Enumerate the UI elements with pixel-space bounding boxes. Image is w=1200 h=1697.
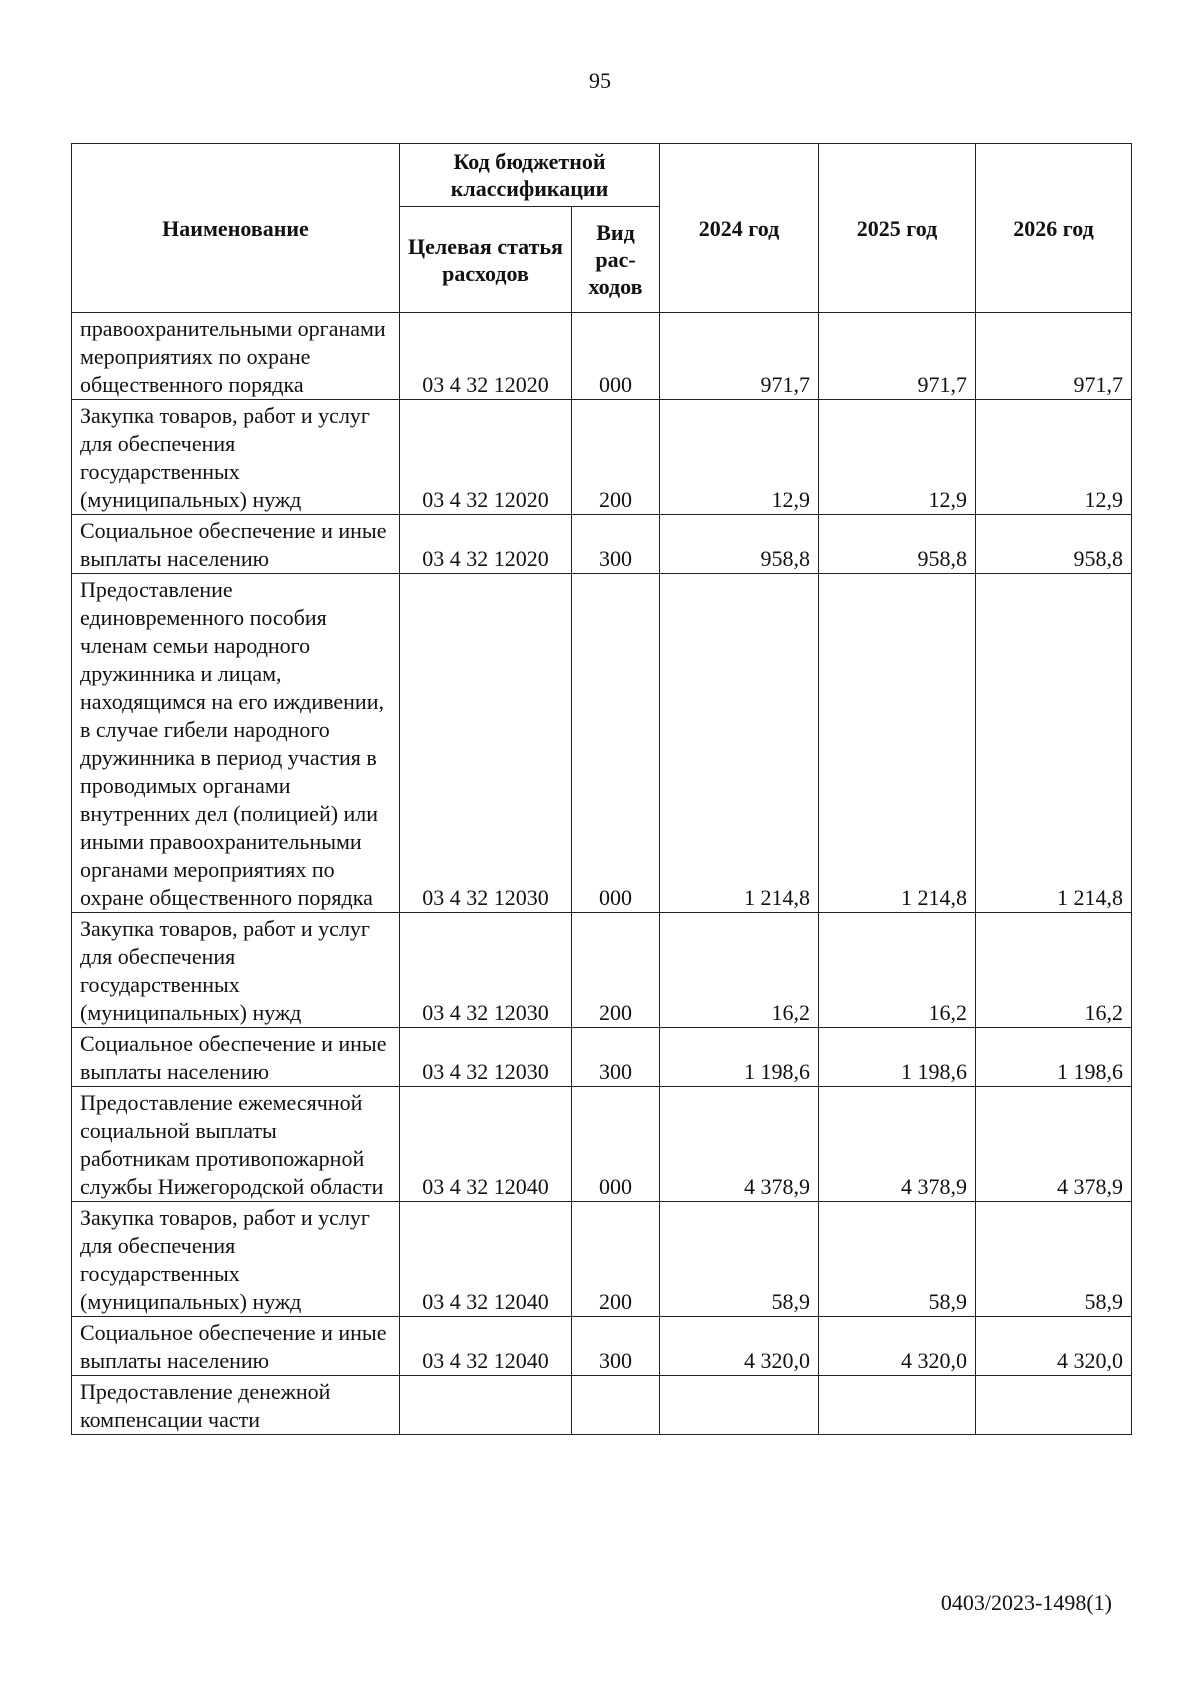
cell-target-article: 03 4 32 12030: [400, 1028, 572, 1087]
cell-2026: 58,9: [976, 1202, 1132, 1317]
cell-2026: 16,2: [976, 913, 1132, 1028]
cell-2024: 12,9: [660, 400, 819, 515]
cell-2025: 958,8: [819, 515, 976, 574]
cell-2026: [976, 1376, 1132, 1435]
header-name: Наименование: [72, 144, 400, 313]
table-row: [72, 1202, 1132, 1317]
budget-table: [71, 143, 1132, 1435]
cell-target-article: 03 4 32 12020: [400, 515, 572, 574]
cell-2024: 4 378,9: [660, 1087, 819, 1202]
cell-2026: 12,9: [976, 400, 1132, 515]
cell-name: Социальное обеспечение и иные выплаты населению: [72, 515, 400, 574]
cell-target-article: 03 4 32 12020: [400, 313, 572, 400]
cell-2025: 58,9: [819, 1202, 976, 1317]
table-row: [72, 1317, 1132, 1376]
cell-target-article: 03 4 32 12040: [400, 1202, 572, 1317]
cell-2025: 1 198,6: [819, 1028, 976, 1087]
cell-expense-type: 000: [572, 313, 660, 400]
cell-2025: 4 320,0: [819, 1317, 976, 1376]
cell-expense-type: 200: [572, 913, 660, 1028]
cell-2024: 958,8: [660, 515, 819, 574]
document-id: 0403/2023-1498(1): [940, 1590, 1112, 1615]
table-row: [72, 913, 1132, 1028]
cell-2024: 58,9: [660, 1202, 819, 1317]
cell-2026: 1 198,6: [976, 1028, 1132, 1087]
cell-name: Предоставление ежемесячной социальной выплаты работникам противопожарной службы Нижегородской области: [72, 1087, 400, 1202]
cell-name: Социальное обеспечение и иные выплаты населению: [72, 1028, 400, 1087]
header-2026: 2026 год: [976, 144, 1132, 313]
cell-name: Закупка товаров, работ и услуг для обеспечения государственных (муниципальных) нужд: [72, 400, 400, 515]
table-row: [72, 400, 1132, 515]
cell-2024: 16,2: [660, 913, 819, 1028]
header-target-article: Целевая статья расходов: [400, 207, 572, 313]
table-row: [72, 1087, 1132, 1202]
cell-name: Закупка товаров, работ и услуг для обеспечения государственных (муниципальных) нужд: [72, 913, 400, 1028]
cell-2026: 958,8: [976, 515, 1132, 574]
header-code-group: Код бюджетной классификации: [400, 144, 660, 207]
page-number: 95: [589, 68, 611, 93]
cell-expense-type: 200: [572, 400, 660, 515]
cell-expense-type: 300: [572, 515, 660, 574]
cell-2025: [819, 1376, 976, 1435]
cell-2024: 1 198,6: [660, 1028, 819, 1087]
cell-2025: 12,9: [819, 400, 976, 515]
table-row: [72, 1376, 1132, 1435]
header-2025: 2025 год: [819, 144, 976, 313]
cell-2026: 4 320,0: [976, 1317, 1132, 1376]
cell-2025: 971,7: [819, 313, 976, 400]
cell-target-article: 03 4 32 12030: [400, 913, 572, 1028]
table-row: [72, 574, 1132, 913]
table-row: [72, 515, 1132, 574]
cell-expense-type: 000: [572, 1087, 660, 1202]
cell-2025: 4 378,9: [819, 1087, 976, 1202]
cell-2024: 971,7: [660, 313, 819, 400]
cell-target-article: 03 4 32 12030: [400, 574, 572, 913]
cell-2026: 1 214,8: [976, 574, 1132, 913]
cell-name: правоохранительными органами мероприятиях по охране общественного порядка: [72, 313, 400, 400]
cell-2024: 1 214,8: [660, 574, 819, 913]
cell-expense-type: [572, 1376, 660, 1435]
cell-2026: 4 378,9: [976, 1087, 1132, 1202]
cell-name: Закупка товаров, работ и услуг для обеспечения государственных (муниципальных) нужд: [72, 1202, 400, 1317]
cell-target-article: [400, 1376, 572, 1435]
cell-target-article: 03 4 32 12020: [400, 400, 572, 515]
cell-name: Предоставление денежной компенсации части: [72, 1376, 400, 1435]
table-row: [72, 1028, 1132, 1087]
cell-name: Социальное обеспечение и иные выплаты населению: [72, 1317, 400, 1376]
table-body: [72, 313, 1132, 1435]
cell-expense-type: 200: [572, 1202, 660, 1317]
cell-expense-type: 000: [572, 574, 660, 913]
cell-target-article: 03 4 32 12040: [400, 1317, 572, 1376]
header-expense-type: Вид рас-ходов: [572, 207, 660, 313]
cell-2024: [660, 1376, 819, 1435]
cell-2026: 971,7: [976, 313, 1132, 400]
cell-2025: 1 214,8: [819, 574, 976, 913]
cell-2024: 4 320,0: [660, 1317, 819, 1376]
table-row: [72, 313, 1132, 400]
cell-2025: 16,2: [819, 913, 976, 1028]
cell-expense-type: 300: [572, 1028, 660, 1087]
cell-name: Предоставление единовременного пособия членам семьи народного дружинника и лицам, находящимся на его иждивении, в случае гибели народного дружинника в период участия в проводимых органами внутренних дел (полицией) или иными правоохранительными органами мероприятиях по охране общественного порядка: [72, 574, 400, 913]
header-2024: 2024 год: [660, 144, 819, 313]
cell-expense-type: 300: [572, 1317, 660, 1376]
table-header: [72, 144, 1132, 313]
cell-target-article: 03 4 32 12040: [400, 1087, 572, 1202]
